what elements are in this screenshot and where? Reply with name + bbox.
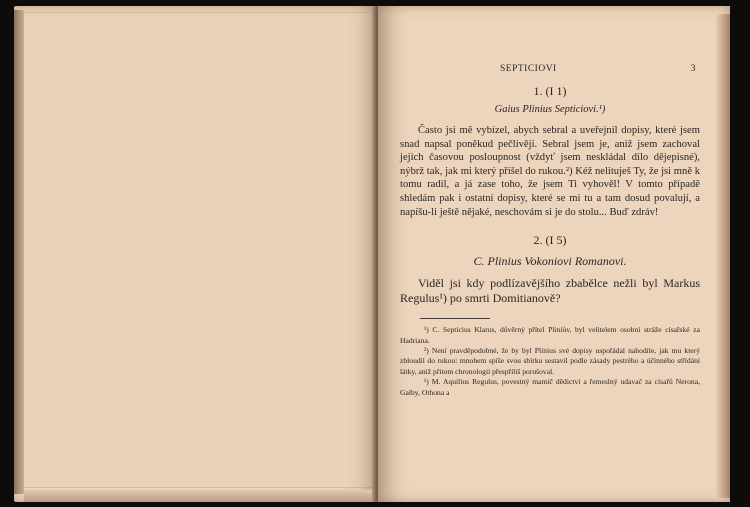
page-number: 3 — [690, 64, 696, 74]
footnote-3: ¹) M. Aquilius Regulus, povestný mamič dědictví a řemeslný udavač za císařů Nerona, Galby, Othona a — [400, 377, 700, 397]
letter-2-address: C. Plinius Vokoniovi Romanovi. — [473, 254, 627, 269]
letter-1-number: 1. (I 1) — [533, 84, 567, 98]
letter-1-address: Gaius Plinius Septiciovi.¹) — [494, 104, 606, 115]
right-page-edge — [716, 14, 730, 498]
footnote-rule — [420, 318, 490, 319]
page-header — [400, 64, 700, 78]
left-page-blank — [14, 6, 378, 502]
footnote-1: ¹) C. Septicius Klarus, důvěrný přítel Pliniův, byl velitelem osobní stráže císařské za Hadriana. — [400, 325, 700, 345]
running-head: SEPTICIOVI — [500, 64, 557, 74]
left-page-edge — [14, 10, 24, 494]
footnote-2: ²) Není pravděpodobné, že by byl Plinius své dopisy uspořádal nahodile, jak mu který zbloudil do rukou: mnohem spíše svou sbírku sestavil podle zásady pestrého a účinného střídání látky, aniž přitom chronologii přespříliš porušoval. — [400, 345, 700, 376]
open-book — [6, 6, 744, 502]
letter-2-body: Viděl jsi kdy podlízavějšího zbabělce nežli byl Markus Regulus¹) po smrti Domitianově? — [400, 276, 700, 306]
right-page — [378, 6, 730, 502]
bottom-page-edge — [24, 490, 378, 502]
letter-1-body: Často jsi mě vybízel, abych sebral a uveřejnil dopisy, které jsem snad napsal poněkud pečlivěji. Sebral jsem je, aniž jsem zachoval jejich časovou posloupnost (vždyť jsem neskládal dílo dějepisné), nýbrž tak, jak mi který přišel do rukou.²) Kéž nelituješ Ty, že jsi mně k tomu radil, a já zase toho, že jsem Ti vyhověl! V tomto případě shledám pak i ostatní dopisy, které se mi tu a tam dosud povalují, a napíšu-li ještě nějaké, neschovám si je do stolu... Buď zdráv! — [400, 125, 700, 218]
letter-2-number: 2. (I 5) — [533, 233, 567, 248]
page-text — [400, 64, 700, 398]
